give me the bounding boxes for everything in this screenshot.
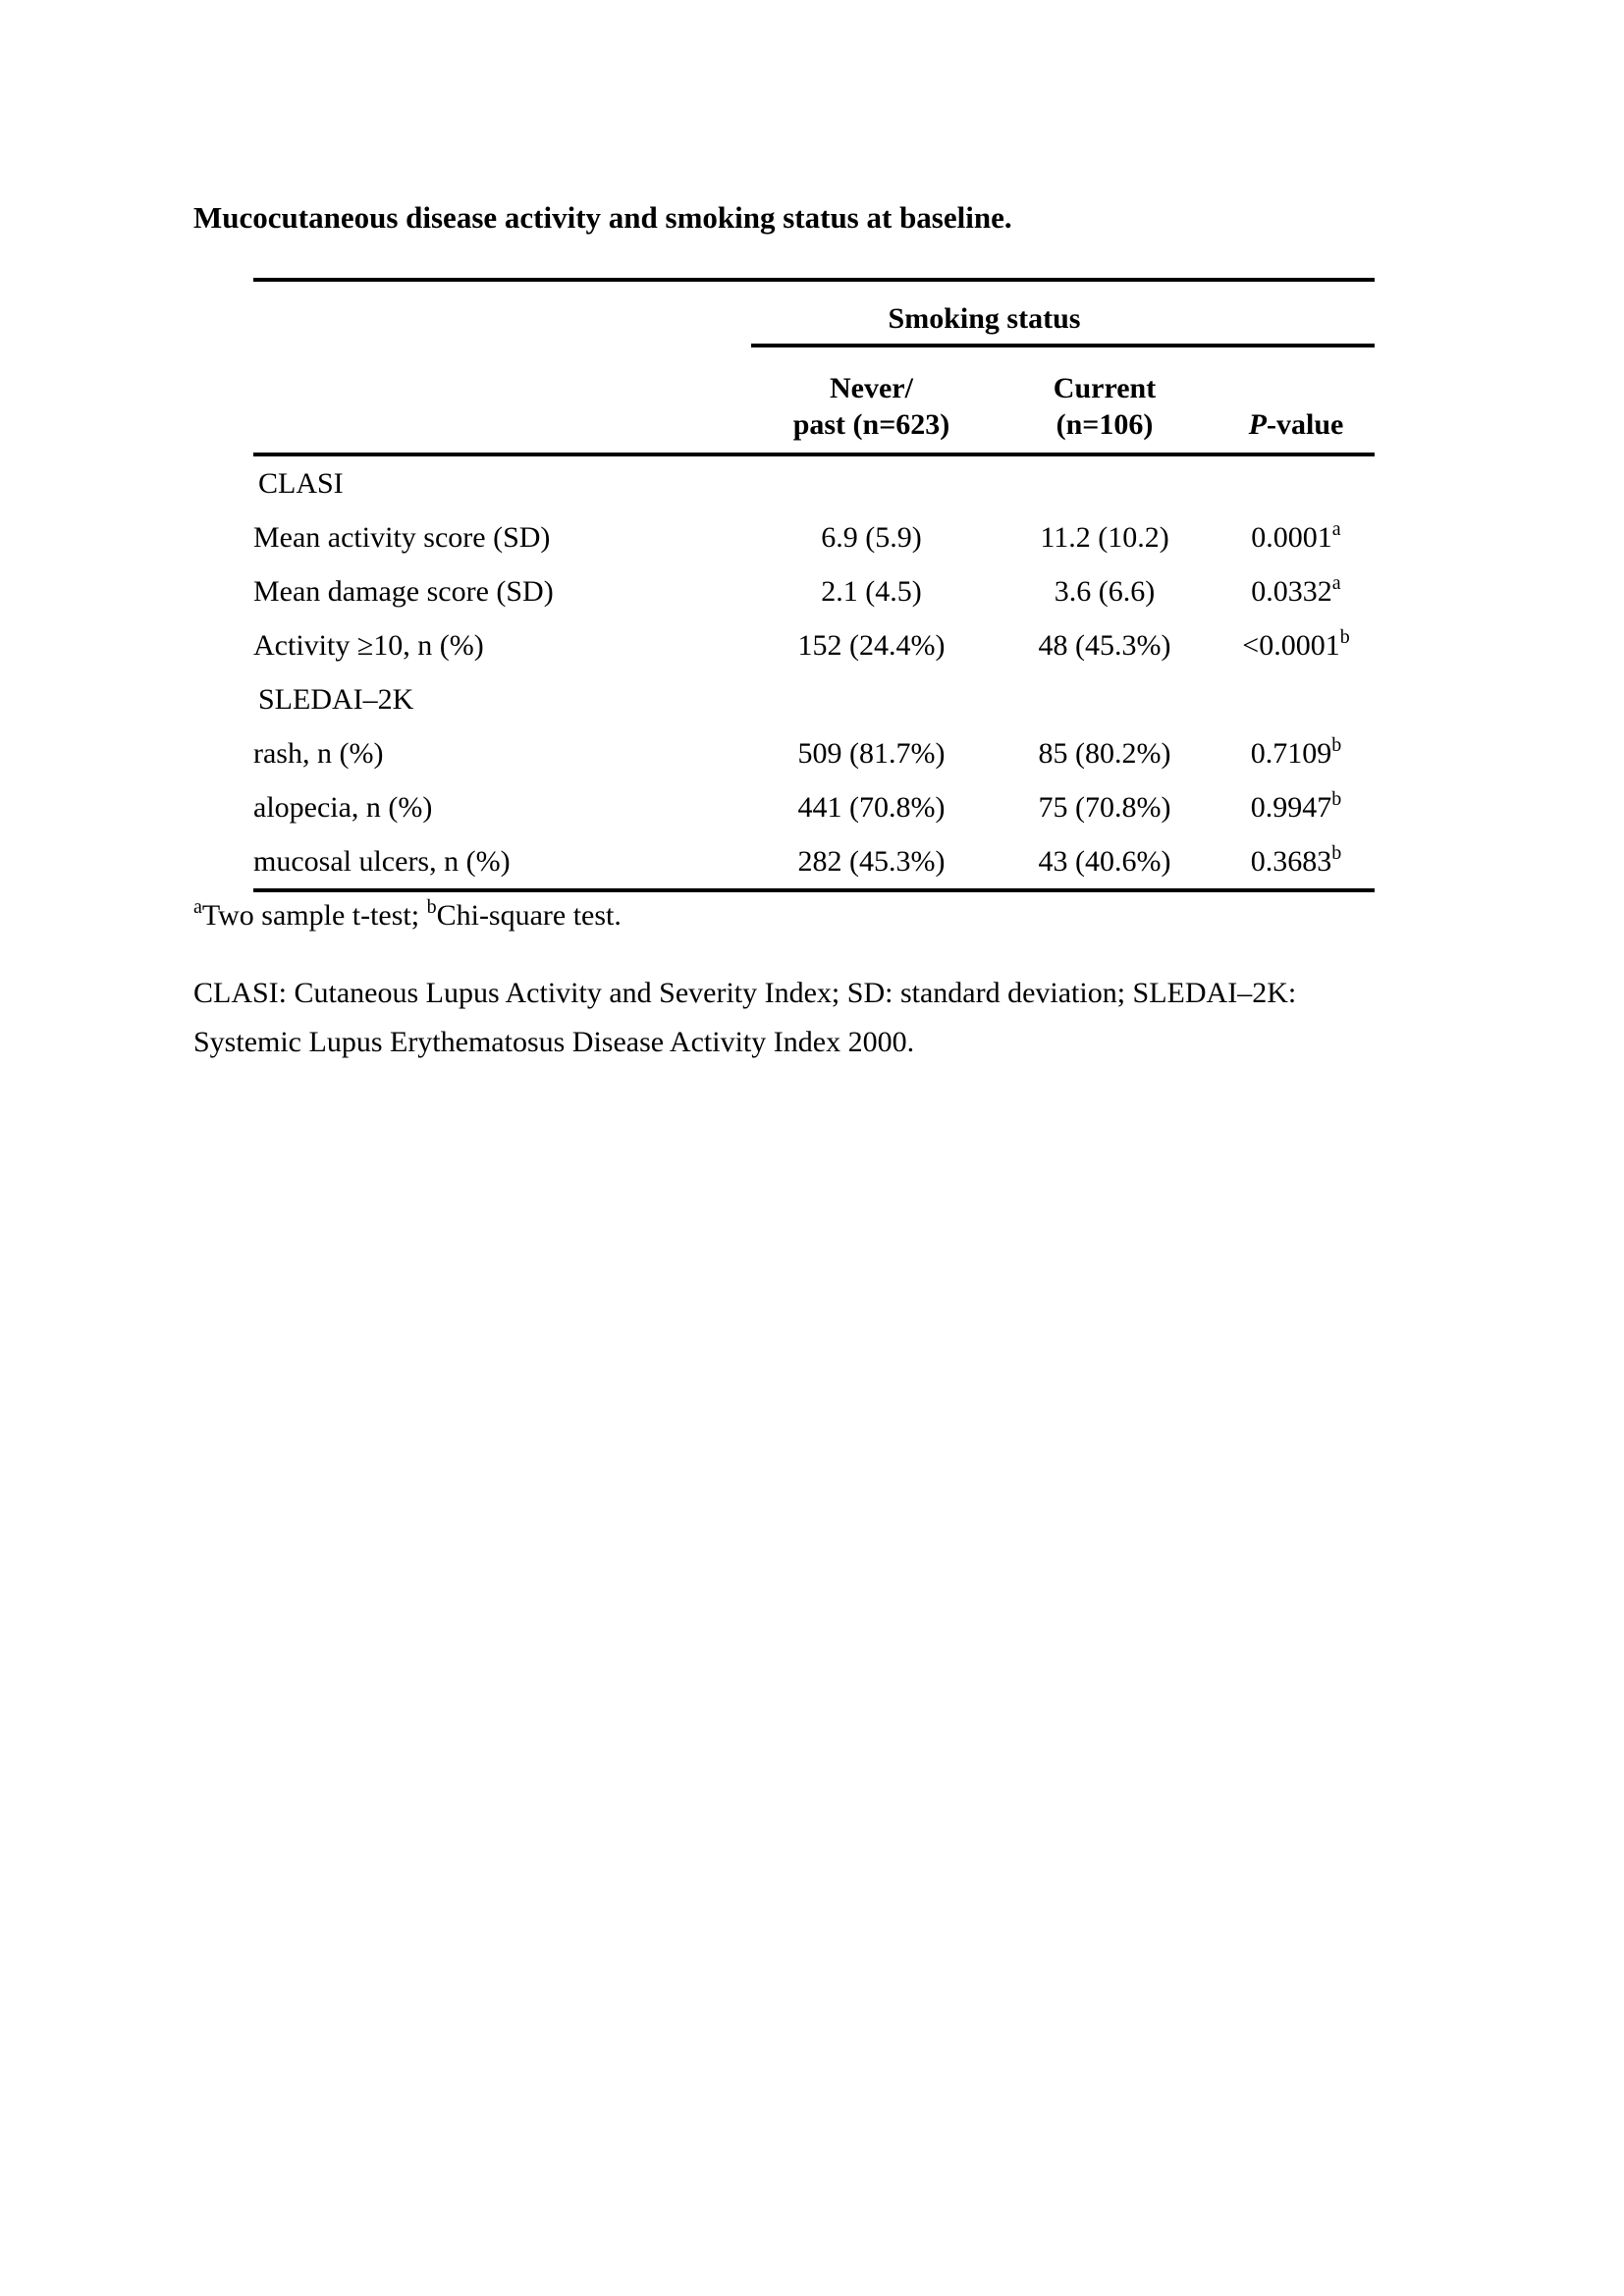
- pvalue-text: 0.9947: [1250, 790, 1332, 824]
- table-row: [253, 564, 1375, 618]
- pvalue-text: <0.0001: [1242, 628, 1340, 662]
- cell-pvalue: [1218, 726, 1375, 780]
- page-title: Mucocutaneous disease activity and smoking status at baseline.: [193, 200, 1012, 235]
- cell-current: 48 (45.3%): [1038, 628, 1171, 662]
- cell-pvalue: [1218, 780, 1375, 834]
- cell-pvalue: [1218, 618, 1375, 672]
- row-label: rash, n (%): [253, 736, 384, 770]
- pvalue-superscript: a: [1331, 517, 1341, 540]
- header-never-past: [751, 346, 992, 454]
- pvalue-text: 0.3683: [1250, 844, 1332, 878]
- table-row: [253, 618, 1375, 672]
- header-current: [992, 346, 1218, 454]
- header-pvalue: [1218, 346, 1375, 454]
- table-row: [253, 510, 1375, 564]
- stats-footnote: [193, 898, 1480, 934]
- abbreviations-line1: CLASI: Cutaneous Lupus Activity and Severity Index; SD: standard deviation; SLEDAI–2K:: [193, 977, 1297, 1009]
- smoking-status-table: [253, 278, 1375, 892]
- header-never-line2: past (n=623): [792, 408, 950, 441]
- column-header-row: [253, 346, 1375, 454]
- section-label: SLEDAI–2K: [258, 682, 414, 716]
- cell-current: 85 (80.2%): [1038, 736, 1171, 770]
- cell-pvalue: [1218, 564, 1375, 618]
- header-pvalue-italic-p: P: [1248, 408, 1267, 441]
- cell-never-past: 2.1 (4.5): [821, 574, 922, 608]
- abbreviations-line2: Systemic Lupus Erythematosus Disease Activity Index 2000.: [193, 1026, 915, 1058]
- cell-current: 43 (40.6%): [1038, 844, 1171, 878]
- table-row: [253, 726, 1375, 780]
- cell-current: 3.6 (6.6): [1054, 574, 1156, 608]
- pvalue-superscript: b: [1331, 733, 1342, 756]
- row-label: alopecia, n (%): [253, 790, 433, 824]
- pvalue-superscript: b: [1331, 841, 1342, 864]
- table-row-section-clasi: [253, 454, 1375, 510]
- pvalue-text: 0.0001: [1251, 520, 1332, 554]
- row-label: Mean damage score (SD): [253, 574, 554, 608]
- spanner-label: Smoking status: [751, 280, 1218, 346]
- footnote-text-b: Chi-square test.: [436, 899, 622, 932]
- spanner-spacer: [253, 280, 751, 346]
- header-current-line1: Current: [1053, 372, 1157, 404]
- cell-never-past: 6.9 (5.9): [821, 520, 922, 554]
- footnote-sup-a: a: [193, 896, 202, 918]
- header-spacer: [253, 346, 751, 454]
- section-label: CLASI: [258, 466, 344, 500]
- cell-never-past: 441 (70.8%): [797, 790, 946, 824]
- pvalue-text: 0.7109: [1250, 736, 1332, 770]
- pvalue-superscript: b: [1339, 625, 1350, 648]
- header-current-line2: (n=106): [1056, 408, 1154, 441]
- cell-never-past: 509 (81.7%): [797, 736, 946, 770]
- footnote-text-a: Two sample t-test;: [201, 899, 427, 932]
- page: [0, 0, 1480, 1067]
- cell-never-past: 282 (45.3%): [797, 844, 946, 878]
- spanner-row: [253, 280, 1375, 346]
- footnote-sup-b: b: [426, 896, 437, 918]
- pvalue-superscript: b: [1331, 787, 1342, 810]
- cell-pvalue: [1218, 834, 1375, 890]
- pvalue-superscript: a: [1331, 571, 1341, 594]
- cell-current: 75 (70.8%): [1038, 790, 1171, 824]
- header-never-line1: Never/: [830, 372, 913, 404]
- row-label: Activity ≥10, n (%): [253, 628, 484, 662]
- header-pvalue-rest: -value: [1267, 408, 1344, 441]
- cell-current: 11.2 (10.2): [1040, 520, 1169, 554]
- abbreviations-paragraph: [193, 969, 1480, 1067]
- table-row-section-sledai: [253, 672, 1375, 726]
- pvalue-text: 0.0332: [1251, 574, 1332, 608]
- table-row: [253, 780, 1375, 834]
- spanner-rule-extension: [1218, 280, 1375, 346]
- row-label: mucosal ulcers, n (%): [253, 844, 511, 878]
- cell-pvalue: [1218, 510, 1375, 564]
- table-row: [253, 834, 1375, 890]
- row-label: Mean activity score (SD): [253, 520, 551, 554]
- cell-never-past: 152 (24.4%): [797, 628, 946, 662]
